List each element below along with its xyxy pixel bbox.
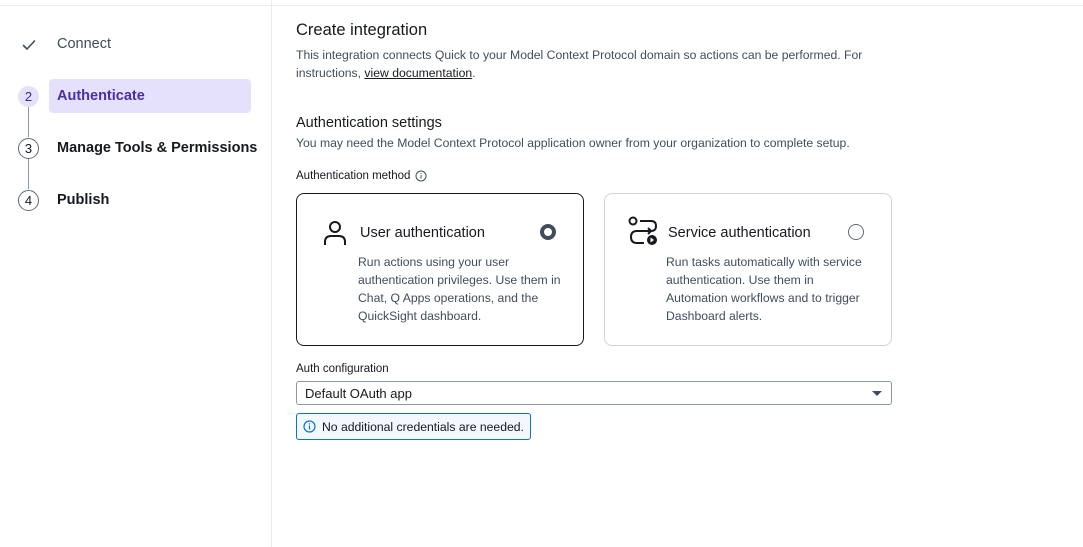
view-documentation-link[interactable]: view documentation	[364, 66, 473, 80]
step-number: 3	[18, 138, 39, 159]
description-text: This integration connects Quick to your Model Context Protocol domain so actions can be performed. For instructions,	[296, 48, 863, 80]
wizard-step-label: Authenticate	[49, 79, 251, 113]
auth-configuration-label: Auth configuration	[296, 363, 389, 375]
wizard-step-manage-tools[interactable]	[0, 131, 272, 165]
wizard-step-label: Manage Tools & Permissions	[57, 140, 258, 156]
wizard-step-connect[interactable]	[0, 27, 272, 61]
info-alert	[296, 413, 531, 440]
auth-configuration-value: Default OAuth app	[305, 385, 412, 401]
wizard-steps-nav	[0, 0, 272, 547]
wizard-step-authenticate[interactable]	[0, 79, 272, 113]
auth-method-label-text: Authentication method	[296, 170, 411, 182]
page-title: Create integration	[296, 21, 428, 39]
info-icon	[303, 420, 316, 433]
user-authentication-card[interactable]	[296, 193, 584, 346]
card-description: Run actions using your user authentication privileges. Use them in Chat, Q Apps operations, and the QuickSight dashboard.	[358, 255, 561, 323]
auth-configuration-select[interactable]	[296, 381, 892, 405]
info-icon[interactable]	[415, 170, 427, 182]
info-alert-text: No additional credentials are needed.	[322, 419, 524, 434]
wizard-step-label: Connect	[57, 36, 112, 52]
service-authentication-card[interactable]	[604, 193, 892, 346]
description-end: .	[472, 66, 476, 80]
wizard-step-label: Publish	[57, 192, 110, 208]
caret-down-icon	[872, 391, 882, 396]
auth-method-label	[296, 170, 427, 182]
page-description	[296, 46, 896, 82]
service-authentication-radio[interactable]	[848, 224, 864, 240]
section-description: You may need the Model Context Protocol application owner from your organization to complete setup.	[296, 136, 850, 150]
card-description: Run tasks automatically with service authentication. Use them in Automation workflows and to trigger Dashboard alerts.	[666, 255, 862, 323]
card-title: Service authentication	[668, 225, 811, 241]
user-icon	[322, 219, 348, 247]
step-number: 4	[18, 190, 39, 211]
card-title: User authentication	[360, 225, 485, 241]
checkmark-icon	[18, 34, 39, 55]
section-title: Authentication settings	[296, 115, 442, 131]
user-authentication-radio[interactable]	[540, 224, 556, 240]
service-workflow-icon	[627, 216, 661, 248]
step-number: 2	[18, 86, 39, 107]
wizard-step-publish[interactable]	[0, 183, 272, 217]
